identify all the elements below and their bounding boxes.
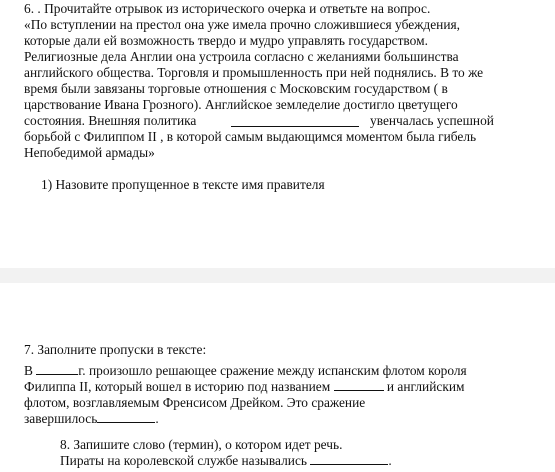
task-7-text: Филиппа II, который вошел в историю под названием [24,379,331,394]
blank-year [36,363,78,375]
task-7-line [24,379,464,395]
quote-line: которые дали ей возможность твердо и мудро управлять государством. [24,33,428,48]
task-6-heading: 6. . Прочитайте отрывок из исторического очерка и ответьте на вопрос. [24,1,431,16]
task-7-heading: 7. Заполните пропуски в тексте: [24,342,207,357]
task-7-text: г. произошло решающее сражение между испанским флотом короля [78,363,467,378]
quote-line: время были завязаны торговые отношения с Московским государством ( в [24,81,448,96]
document-page-2 [0,283,555,472]
task-8-heading: 8. Запишите слово (термин), о котором идет речь. [60,437,343,452]
task-7-line: флотом, возглавляемым Френсисом Дрейком. Это сражение [24,395,366,410]
task-7-line [24,363,467,379]
question-1: 1) Назовите пропущенное в тексте имя правителя [41,177,325,192]
quote-text: увенчалась успешной [370,113,494,128]
task-7-text: и английским [386,379,465,394]
task-8-text: . [388,453,392,468]
quote-line: «По вступлении на престол она уже имела прочно сложившиеся убеждения, [24,17,460,32]
quote-line: борьбой с Филиппом II , в которой самым выдающимся моментом была гибель [24,129,477,144]
quote-line: царствование Ивана Грозного). Английское земледелие достигло цветущего [24,97,458,112]
task-7-text: В [24,363,33,378]
quote-text: состояния. Внешняя политика [24,113,197,128]
blank-term [310,453,388,465]
task-8-line [60,453,392,469]
quote-line: Непобедимой армады» [24,145,155,160]
task-8-text: Пираты на королевской службе назывались [60,453,308,468]
quote-line: Религиозные дела Англии она устроила согласно с желаниями большинства [24,49,459,64]
blank-ruler-name [231,115,359,127]
task-7-text: завершилось [24,411,98,426]
task-7-line [24,411,159,427]
quote-line: английского общества. Торговля и промышленность при ней поднялись. В то же [24,65,484,80]
quote-line [24,113,196,129]
blank-outcome [97,411,155,423]
blank-armada-name [334,379,384,391]
task-7-text: . [155,411,159,426]
